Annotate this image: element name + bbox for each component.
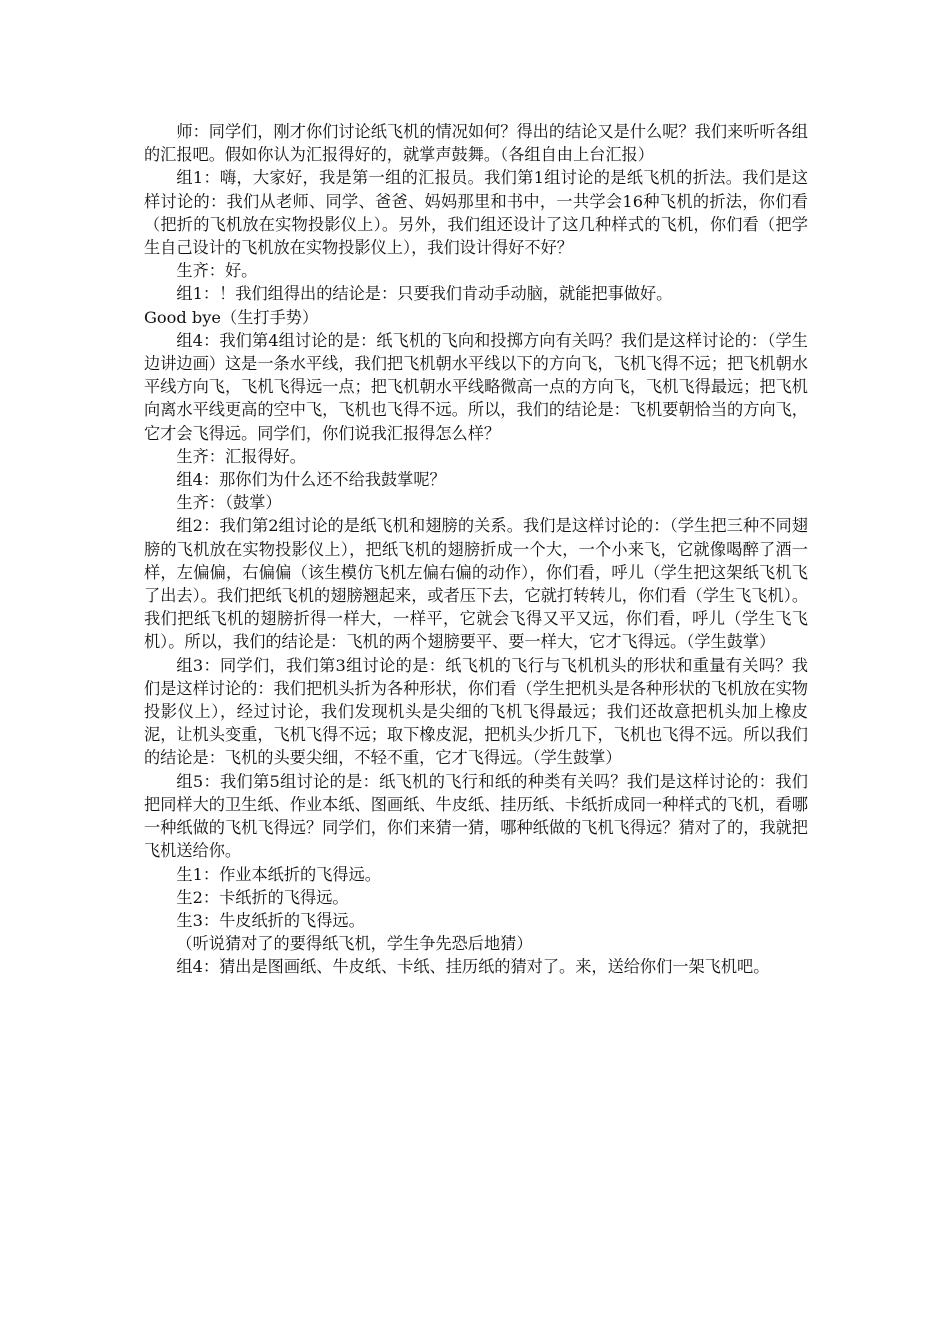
paragraph-student1-guess: 生1：作业本纸折的飞得远。 [176, 864, 381, 884]
paragraph-goodbye: Good bye（生打手势） [144, 307, 319, 327]
paragraph-group4-question: 组4：那你们为什么还不给我鼓掌呢？ [176, 470, 446, 490]
paragraph-group4-report: 组4：我们第4组讨论的是：纸飞机的飞向和投掷方向有关吗？我们是这样讨论的：（学生边讲边画）这是一条水平线，我们把飞机朝水平线以下的方向飞，飞机飞得不远；把飞机朝水平线方向飞，飞机飞得远一点；把飞机朝水平线略微高一点的方向飞，飞机飞得最远；把飞机向离水平线更高的空中飞，飞机也飞得不远。所以，我们的结论是：飞机要朝恰当的方向飞，它才会飞得远。同学们，你们说我汇报得怎么样？ [144, 330, 808, 443]
paragraph-students-applause: 生齐：（鼓掌） [176, 493, 282, 513]
document-body [144, 120, 808, 979]
paragraph-group1-report: 组1：嗨，大家好，我是第一组的汇报员。我们第1组讨论的是纸飞机的折法。我们是这样讨论的：我们从老师、同学、爸爸、妈妈那里和书中，一共学会16种飞机的折法，你们看（把折的飞机放在实物投影仪上）。另外，我们组还设计了这几种样式的飞机，你们看（把学生自己设计的飞机放在实物投影仪上），我们设计得好不好？ [144, 168, 808, 258]
paragraph-students-reply: 生齐：好。 [176, 261, 258, 281]
paragraph-stage-note: （听说猜对了的要得纸飞机，学生争先恐后地猜） [176, 934, 533, 954]
paragraph-group5-report: 组5：我们第5组讨论的是：纸飞机的飞行和纸的种类有关吗？我们是这样讨论的：我们把同样大的卫生纸、作业本纸、图画纸、牛皮纸、挂历纸、卡纸折成同一种样式的飞机，看哪一种纸做的飞机飞得远？同学们，你们来猜一猜，哪种纸做的飞机飞得远？猜对了的，我就把飞机送给你。 [144, 771, 808, 861]
paragraph-student3-guess: 生3：牛皮纸折的飞得远。 [176, 910, 365, 930]
paragraph-group4-answer: 组4：猜出是图画纸、牛皮纸、卡纸、挂历纸的猜对了。来，送给你们一架飞机吧。 [176, 957, 770, 977]
paragraph-teacher-intro: 师：同学们，刚才你们讨论纸飞机的情况如何？得出的结论又是什么呢？我们来听听各组的汇报吧。假如你认为汇报得好的，就掌声鼓舞。（各组自由上台汇报） [144, 122, 808, 165]
paragraph-group2-report: 组2：我们第2组讨论的是纸飞机和翅膀的关系。我们是这样讨论的：（学生把三种不同翅膀的飞机放在实物投影仪上），把纸飞机的翅膀折成一个大，一个小来飞，它就像喝醉了酒一样，左偏偏，右偏偏（该生模仿飞机左偏右偏的动作），你们看，呼儿（学生把这架纸飞机飞了出去）。我们把纸飞机的翅膀翘起来，或者压下去，它就打转转儿，你们看（学生飞飞机）。我们把纸飞机的翅膀折得一样大，一样平，它就会飞得又平又远，你们看，呼儿（学生飞飞机）。所以，我们的结论是：飞机的两个翅膀要平、要一样大，它才飞得远。（学生鼓掌） [144, 516, 808, 652]
paragraph-student2-guess: 生2：卡纸折的飞得远。 [176, 887, 349, 907]
paragraph-group1-conclusion: 组1：！我们组得出的结论是：只要我们肯动手动脑，就能把事做好。 [176, 284, 673, 304]
paragraph-students-reply: 生齐：汇报得好。 [176, 446, 306, 466]
paragraph-group3-report: 组3：同学们，我们第3组讨论的是：纸飞机的飞行与飞机机头的形状和重量有关吗？我们是这样讨论的：我们把机头折为各种形状，你们看（学生把机头是各种形状的飞机放在实物投影仪上），经过讨论，我们发现机头是尖细的飞机飞得最远；我们还故意把机头加上橡皮泥，让机头变重，飞机飞得不远；取下橡皮泥，把机头少折几下，飞机也飞得不远。所以我们的结论是：飞机的头要尖细，不轻不重，它才飞得远。（学生鼓掌） [144, 655, 808, 768]
